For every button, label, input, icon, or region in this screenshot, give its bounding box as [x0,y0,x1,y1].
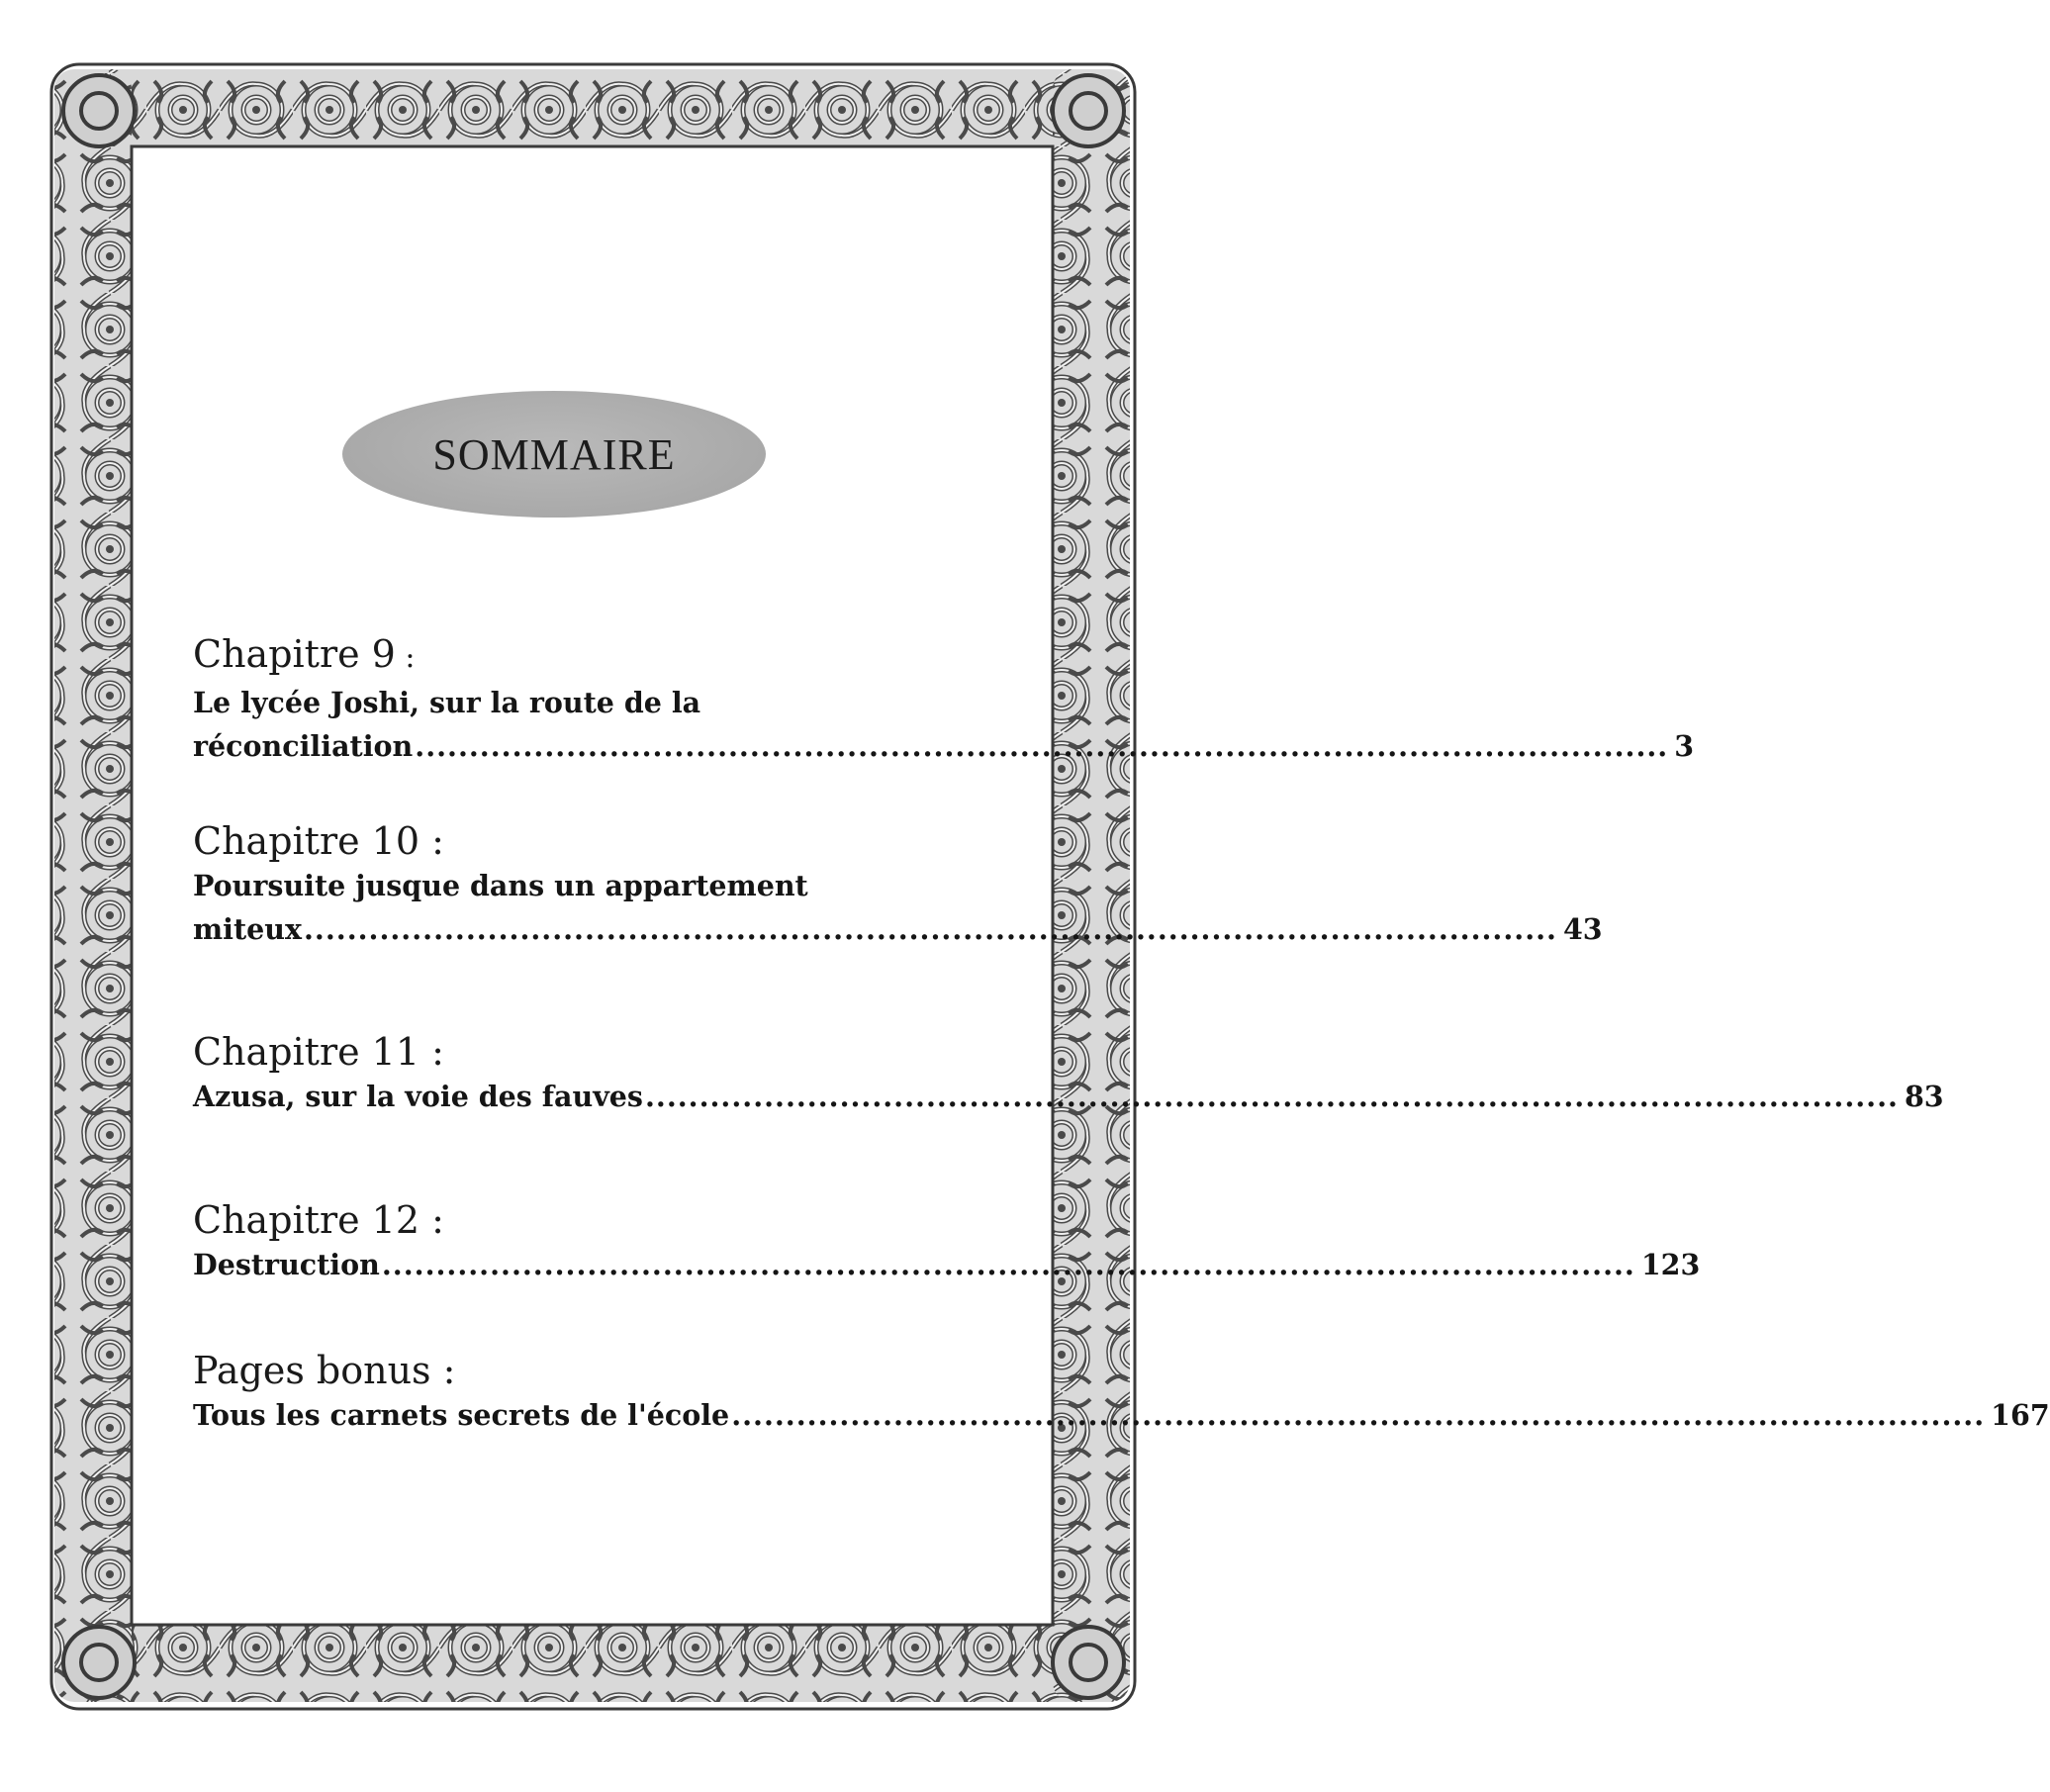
toc-leader-line [193,907,1603,951]
chapter-title-end: réconciliation [193,729,414,763]
chapter-heading: Pages bonus [193,1349,431,1392]
heading-colon: : [430,1349,456,1392]
heading-colon: : [419,819,444,863]
heading-colon: : [419,1198,444,1242]
chapter-title-end: Destruction [193,1248,380,1281]
page-number: 43 [1562,912,1603,946]
toc-entry-chapter-12 [193,1197,1701,1286]
toc-entry-chapter-11 [193,1029,1944,1118]
page-number: 3 [1674,729,1695,763]
chapter-title-end: Azusa, sur la voie des fauves [193,1080,643,1113]
dot-leader: .................................................................................................................... [381,1248,1635,1281]
dot-leader: .................................................................................................................... [415,729,1669,763]
chapter-title-end: Tous les carnets secrets de l'école [193,1398,730,1432]
dot-leader: .................................................................................................................... [304,912,1557,946]
toc-leader-line [193,724,1695,768]
toc-entry-chapter-10 [193,818,1603,951]
chapter-title-line: Le lycée Joshi, sur la route de la [193,686,701,719]
chapter-heading: Chapitre 10 [193,819,420,863]
title-oval [342,391,766,518]
page-title: SOMMAIRE [432,429,676,479]
chapter-heading: Chapitre 12 [193,1198,420,1242]
chapter-title-line: Poursuite jusque dans un appartement [193,869,808,902]
chapter-heading: Chapitre 9 [193,632,396,676]
toc-entry-chapter-9 [193,631,1695,768]
toc-leader-line [193,1075,1944,1118]
page-number: 83 [1904,1080,1944,1113]
page-number: 167 [1991,1398,2050,1432]
dot-leader: .................................................................................................................... [644,1080,1899,1113]
toc-entry-bonus-pages [193,1348,2050,1437]
chapter-title-end: miteux [193,912,302,946]
heading-colon: : [395,640,416,675]
page-number: 123 [1640,1248,1701,1281]
chapter-heading: Chapitre 11 [193,1030,420,1074]
toc-leader-line [193,1393,2050,1437]
toc-leader-line [193,1243,1701,1286]
dot-leader: .................................................................................................................... [731,1398,1986,1432]
heading-colon: : [419,1030,444,1074]
